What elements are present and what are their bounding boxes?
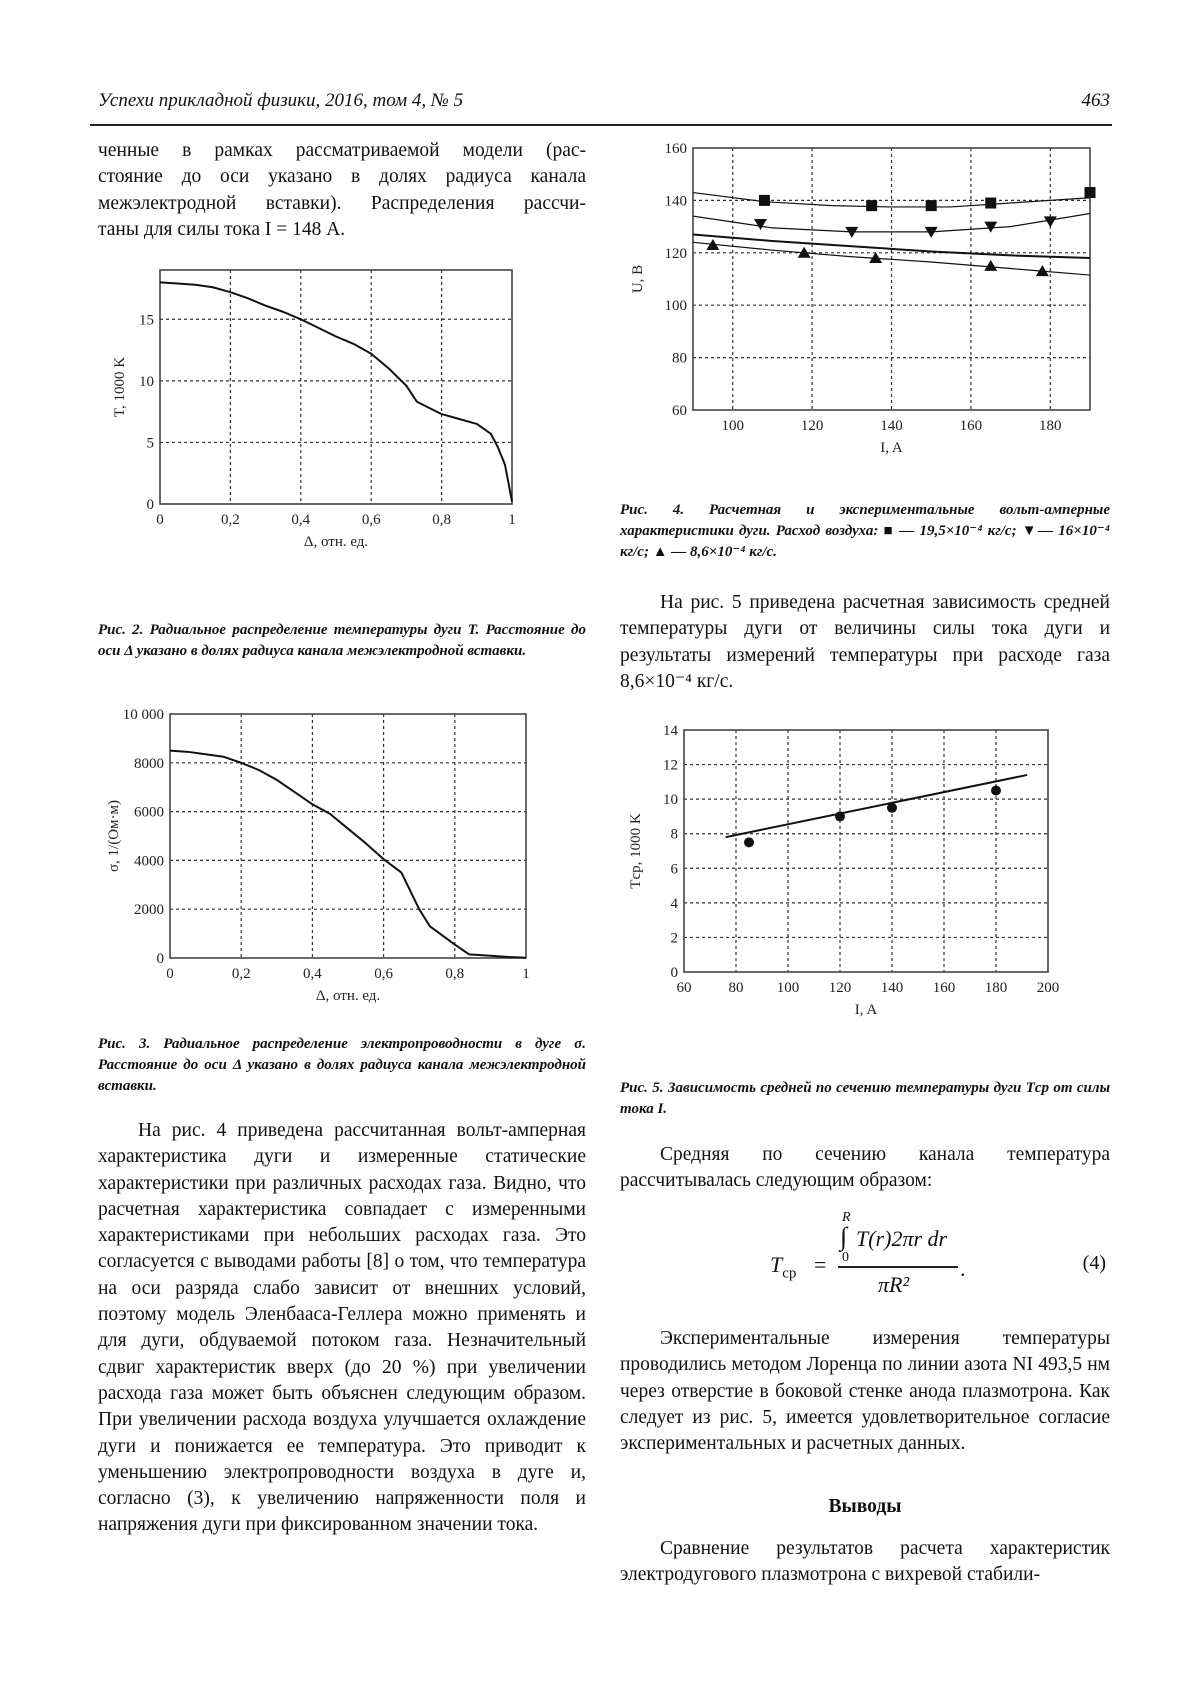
y-tick-label: 15 xyxy=(139,312,154,329)
journal-title: Успехи прикладной физики, 2016, том 4, № 5 xyxy=(98,90,464,111)
y-tick-label: 6000 xyxy=(134,804,164,821)
figure-3-conductivity-chart xyxy=(98,700,588,1020)
formula-lhs xyxy=(770,1252,796,1282)
data-point-marker xyxy=(1085,187,1096,198)
header-rule xyxy=(90,124,1112,126)
running-header xyxy=(98,90,1110,120)
data-line xyxy=(160,282,512,501)
figure-3-caption: Рис. 3. Радиальное распределение электропроводности в дуге σ. Расстояние до оси Δ указано в долях радиуса канала межэлектродной вставки. xyxy=(98,1036,586,1094)
x-tick-label: 160 xyxy=(932,980,956,996)
body-paragraph-fig4: На рис. 4 приведена рассчитанная вольт-амперная характеристика дуги и измеренные статические характеристики при различных расходах газа. Видно, что расчетная характеристика совпадает с измеренными характеристиками при небольших расходах газа. Это согласуется с выводами работы [8] о том, что температура на оси разряда слабо зависит от внешних условий, поэтому модель Эленбааса-Геллера можно применять и для дуги, обдуваемой потоком газа. Незначительный сдвиг характеристик вверх (до 20 %) при увеличении расхода газа может быть объяснен следующим образом. При увеличении расхода воздуха улучшается охлаждение дуги и понижается ее температура. Это приводит к уменьшению электропроводности воздуха в дуге и, согласно (3), к увеличению напряженности поля и напряжения дуги при фиксированном значении тока. xyxy=(98,1120,586,1536)
x-tick-label: 0 xyxy=(166,966,174,982)
x-tick-label: 140 xyxy=(880,980,904,996)
intro-line: таны для силы тока I = 148 А. xyxy=(98,218,346,240)
y-axis-label: U, B xyxy=(630,264,646,294)
x-tick-label: 0,8 xyxy=(445,966,465,982)
y-tick-label: 8000 xyxy=(134,755,164,772)
y-tick-label: 60 xyxy=(672,403,687,419)
plot-frame xyxy=(170,714,526,958)
paragraph-experimental: Экспериментальные измерения температуры проводились методом Лоренца по линии азота NI 493,5 нм через отверстие в боковой стенке анода плазмотрона. Как следует из рис. 5, имеется удовлетворительное согласие экспериментальных и расчетных данных. xyxy=(620,1328,1110,1455)
data-point-marker xyxy=(991,786,1001,796)
plot-frame xyxy=(684,730,1048,972)
y-axis-label: T, 1000 K xyxy=(112,356,128,418)
x-tick-label: 180 xyxy=(1039,418,1062,434)
figure-5-caption: Рис. 5. Зависимость средней по сечению температуры дуги Tср от силы тока I. xyxy=(620,1080,1110,1117)
x-tick-label: 160 xyxy=(959,418,983,434)
figure-5-mean-temperature-chart xyxy=(620,718,1110,1058)
y-tick-label: 0 xyxy=(156,951,164,967)
x-tick-label: 180 xyxy=(984,980,1008,996)
x-tick-label: 120 xyxy=(800,418,824,434)
y-tick-label: 140 xyxy=(664,193,687,210)
x-tick-label: 0,2 xyxy=(221,512,240,528)
plot-frame xyxy=(160,270,512,504)
y-tick-label: 2000 xyxy=(134,902,164,919)
y-axis-label: σ, 1/(Ом·м) xyxy=(106,799,122,873)
paragraph-fig5-intro: На рис. 5 приведена расчетная зависимость средней температуры дуги от величины силы тока дуги и результаты измерений температуры при расходе газа 8,6×10⁻⁴ кг/с. xyxy=(620,592,1110,692)
formula-denominator: πR² xyxy=(878,1272,910,1297)
x-tick-label: 0,8 xyxy=(432,512,451,528)
x-tick-label: 1 xyxy=(522,966,530,982)
x-tick-label: 0 xyxy=(156,512,164,528)
data-point-marker xyxy=(985,198,996,209)
x-tick-label: 0,6 xyxy=(374,966,393,982)
x-tick-label: 100 xyxy=(776,980,800,996)
y-tick-label: 6 xyxy=(670,861,678,878)
formula-lower-limit: 0 xyxy=(842,1250,849,1265)
y-tick-label: 4000 xyxy=(134,853,164,870)
data-point-marker xyxy=(887,803,897,813)
y-tick-label: 10 000 xyxy=(122,707,164,723)
intro-line: ченные в рамках рассматриваемой модели (рас- xyxy=(98,140,586,161)
formula-lhs-subscript: ср xyxy=(782,1265,797,1282)
formula-lhs-symbol: T xyxy=(770,1252,783,1277)
y-tick-label: 0 xyxy=(670,965,678,981)
intro-line: межэлектродной вставки). Распределения рассчи- xyxy=(98,192,586,214)
y-axis-label: Tср, 1000 K xyxy=(628,813,644,889)
figure-2-caption: Рис. 2. Радиальное распределение температуры дуги T. Расстояние до оси Δ указано в долях радиуса канала межэлектродной вставки. xyxy=(98,622,586,659)
data-point-marker xyxy=(754,219,767,230)
y-tick-label: 14 xyxy=(663,723,678,739)
x-tick-label: 100 xyxy=(721,418,744,434)
formula-equals: = xyxy=(814,1252,827,1277)
data-point-marker xyxy=(866,200,877,211)
y-tick-label: 10 xyxy=(139,373,154,390)
x-tick-label: 60 xyxy=(676,980,692,996)
y-tick-label: 8 xyxy=(670,826,678,843)
paragraph-conclusion: Сравнение результатов расчета характеристик электродугового плазмотрона с вихревой стабили- xyxy=(620,1538,1110,1586)
x-tick-label: 0,2 xyxy=(231,966,251,982)
x-tick-label: 140 xyxy=(880,418,903,434)
y-tick-label: 160 xyxy=(664,141,687,157)
integral-sign: ∫ xyxy=(840,1222,848,1251)
x-tick-label: 1 xyxy=(508,512,516,528)
y-tick-label: 0 xyxy=(146,497,154,513)
formula-upper-limit: R xyxy=(842,1210,851,1225)
data-line xyxy=(170,751,526,958)
figure-4-volt-ampere-chart xyxy=(620,140,1110,490)
intro-paragraph xyxy=(98,138,586,243)
paragraph-mean-temp: Средняя по сечению канала температура рассчитывалась следующим образом: xyxy=(620,1144,1110,1192)
x-axis-label: Δ, отн. ед. xyxy=(315,988,381,1004)
x-tick-label: 80 xyxy=(728,980,744,996)
y-tick-label: 5 xyxy=(146,435,154,452)
data-point-marker xyxy=(759,195,770,206)
y-tick-label: 2 xyxy=(670,930,678,947)
x-tick-label: 0,6 xyxy=(361,512,381,528)
x-tick-label: 0,4 xyxy=(291,512,311,528)
equation-number: (4) xyxy=(1082,1252,1106,1274)
figure-2-temperature-chart xyxy=(98,262,588,602)
equation-4 xyxy=(620,1200,1110,1310)
figure-4-caption: Рис. 4. Расчетная и экспериментальные вольт-амперные характеристики дуги. Расход воздуха: ■ — 19,5×10⁻⁴ кг/с; ▼— 16×10⁻⁴ кг/с; ▲ — 8,6×10⁻⁴ кг/с. xyxy=(620,502,1110,560)
y-tick-label: 100 xyxy=(664,298,687,315)
y-tick-label: 10 xyxy=(663,792,678,809)
x-tick-label: 120 xyxy=(828,980,852,996)
x-tick-label: 200 xyxy=(1036,980,1060,996)
x-axis-label: I, A xyxy=(880,440,903,456)
y-tick-label: 120 xyxy=(664,245,687,262)
data-point-marker xyxy=(744,837,754,847)
data-point-marker xyxy=(1044,216,1057,227)
data-point-marker xyxy=(926,200,937,211)
x-axis-label: I, A xyxy=(854,1002,878,1018)
x-axis-label: Δ, отн. ед. xyxy=(303,534,369,550)
y-tick-label: 12 xyxy=(663,757,678,774)
y-tick-label: 4 xyxy=(670,895,678,912)
y-tick-label: 80 xyxy=(672,350,687,367)
data-point-marker xyxy=(984,260,997,271)
formula-numerator: T(r)2πr dr xyxy=(856,1226,948,1251)
section-heading-conclusions: Выводы xyxy=(828,1496,902,1517)
data-line xyxy=(726,775,1028,837)
page-number: 463 xyxy=(1081,90,1110,111)
fraction-bar xyxy=(838,1266,958,1268)
intro-line: стояние до оси указано в долях радиуса канала xyxy=(98,166,586,188)
formula-period: . xyxy=(960,1256,966,1281)
x-tick-label: 0,4 xyxy=(303,966,322,982)
data-point-marker xyxy=(835,811,845,821)
